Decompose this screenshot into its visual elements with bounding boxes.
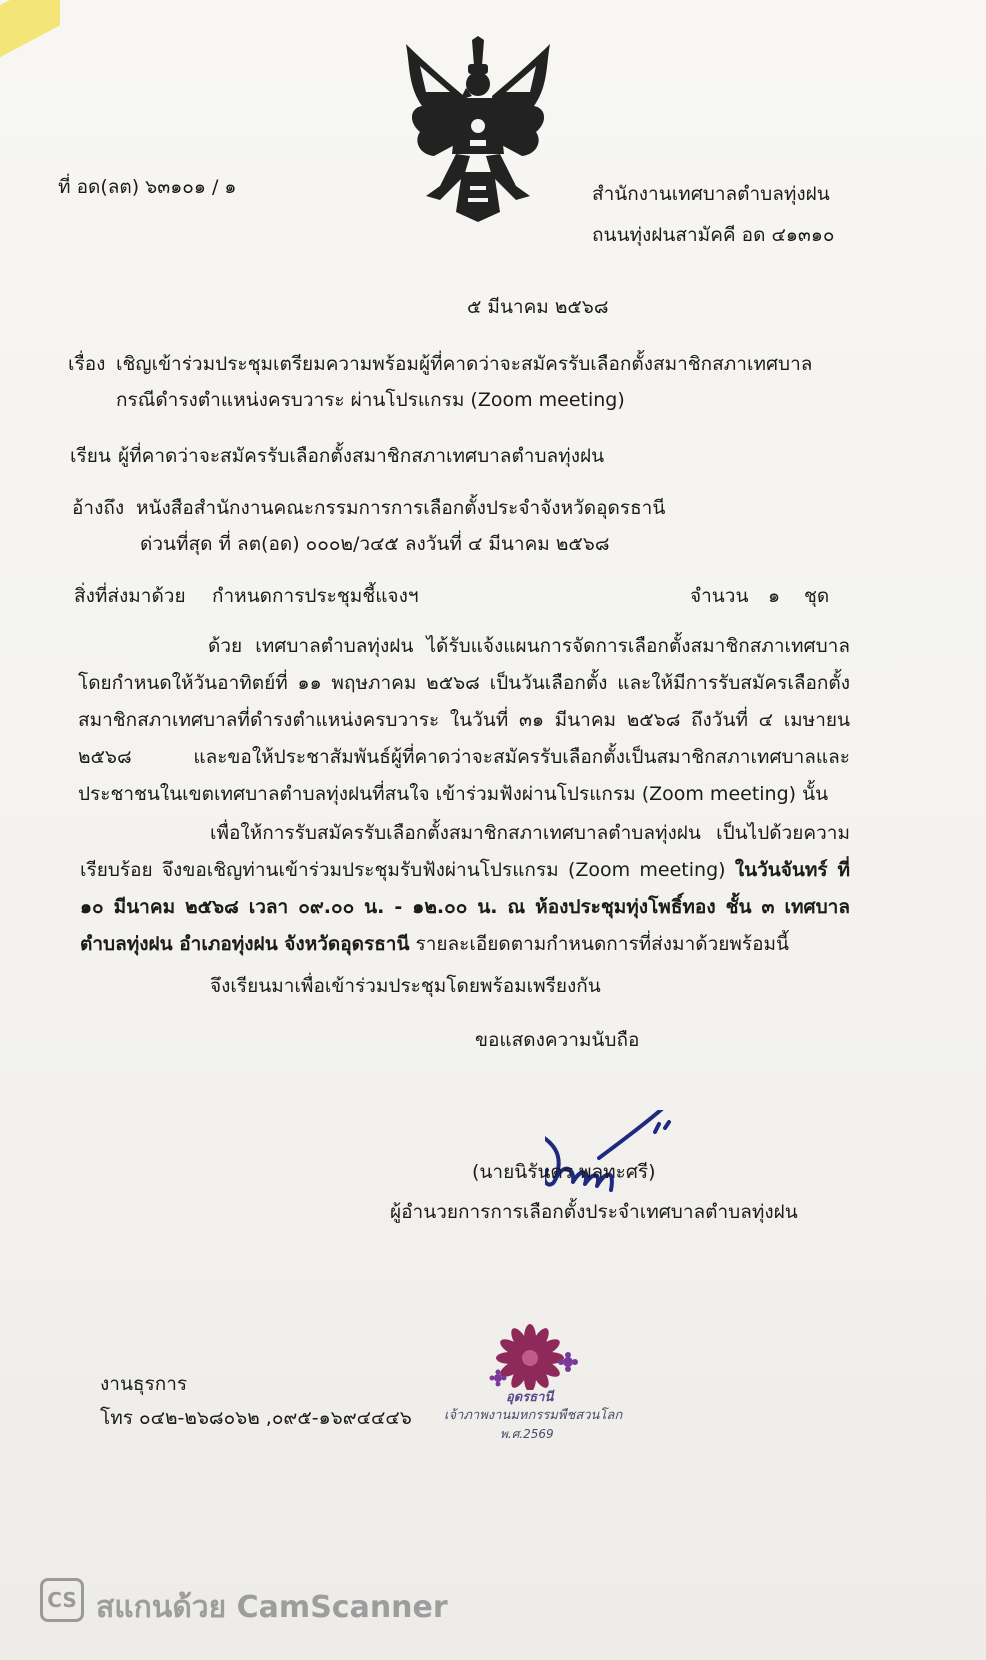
garuda-emblem-icon xyxy=(400,36,556,222)
camscanner-watermark: สแกนด้วย CamScanner xyxy=(96,1590,448,1625)
tape-strip xyxy=(0,0,60,63)
signer-name: (นายนิรันดร พลทะศรี) xyxy=(472,1161,656,1183)
body-paragraph-1: ด้วย เทศบาลตำบลทุ่งฝน ได้รับแจ้งแผนการจัดการเลือกตั้งสมาชิกสภาเทศบาล โดยกำหนดให้วันอาทิตย์ที่ ๑๑ พฤษภาคม ๒๕๖๘ เป็นวันเลือกตั้ง และให้มีการรับสมัครเลือกตั้งสมาชิกสภาเทศบาลที่ดำรงตำแหน่งครบวาระ ในวันที่ ๓๑ มีนาคม ๒๕๖๘ ถึงวันที่ ๔ เมษายน ๒๕๖๘ และขอให้ประชาสัมพันธ์ผู้ที่คาดว่าจะสมัครรับเลือกตั้งเป็นสมาชิกสภาเทศบาลและประชาชนในเขตเทศบาลตำบลทุ่งฝนที่สนใจ เข้าร่วมฟังผ่านโปรแกรม (Zoom meeting) นั้น xyxy=(78,635,850,805)
to-text: ผู้ที่คาดว่าจะสมัครรับเลือกตั้งสมาชิกสภาเทศบาลตำบลทุ่งฝน xyxy=(118,445,605,467)
office-name: สำนักงานเทศบาลตำบลทุ่งฝน xyxy=(592,183,830,205)
subject-label: เรื่อง xyxy=(68,353,106,375)
enclosure-qty-label: จำนวน xyxy=(690,585,749,607)
reference-label: อ้างถึง xyxy=(72,497,125,519)
logo-line-2: เจ้าภาพงานมหกรรมพืชสวนโลก xyxy=(444,1408,623,1423)
expo-logo xyxy=(444,1390,682,1510)
enclosure-unit: ชุด xyxy=(804,585,830,607)
flower-logo-icon xyxy=(462,1320,682,1390)
logo-line-1: อุดรธานี xyxy=(506,1390,554,1405)
meeting-datetime-venue: ในวันจันทร์ ที่ ๑๐ มีนาคม ๒๕๖๘ เวลา ๐๙.๐๐ น. - ๑๒.๐๐ น. ณ ห้องประชุมทุ่งโพธิ์ทอง ชั้น ๓ เทศบาลตำบลทุ่งฝน อำเภอทุ่งฝน จังหวัดอุดรธานี xyxy=(80,859,850,955)
to-label: เรียน xyxy=(70,445,111,467)
enclosure-label: สิ่งที่ส่งมาด้วย xyxy=(74,585,186,607)
contact-phone: โทร ๐๔๒-๒๖๘๐๖๒ ,๐๙๕-๑๖๙๔๔๔๖ xyxy=(100,1407,412,1429)
reference-line-1: หนังสือสำนักงานคณะกรรมการการเลือกตั้งประจำจังหวัดอุดรธานี xyxy=(136,497,666,519)
regards: ขอแสดงความนับถือ xyxy=(475,1029,640,1051)
camscanner-badge-icon: CS xyxy=(40,1578,84,1622)
subject-line-1: เชิญเข้าร่วมประชุมเตรียมความพร้อมผู้ที่คาดว่าจะสมัครรับเลือกตั้งสมาชิกสภาเทศบาล xyxy=(116,353,813,375)
subject-line-2: กรณีดำรงตำแหน่งครบวาระ ผ่านโปรแกรม (Zoom meeting) xyxy=(116,389,625,411)
paragraph-2-details: รายละเอียดตามกำหนดการที่ส่งมาด้วยพร้อมนี้ xyxy=(409,933,790,955)
letter-date: ๕ มีนาคม ๒๕๖๘ xyxy=(467,296,609,318)
reference-number: ที่ อด(ลต) ๖๓๑๐๑ / ๑ xyxy=(58,176,237,198)
closing-line: จึงเรียนมาเพื่อเข้าร่วมประชุมโดยพร้อมเพรียงกัน xyxy=(210,975,601,997)
enclosure-item: กำหนดการประชุมชี้แจงฯ xyxy=(212,585,419,607)
paragraph-2-intro: เพื่อให้การรับสมัครรับเลือกตั้งสมาชิกสภาเทศบาลตำบลทุ่งฝน เป็นไปด้วยความเรียบร้อย จึงขอเชิญท่านเข้าร่วมประชุมรับฟังผ่านโปรแกรม (Zoom meeting) xyxy=(80,822,850,881)
signer-position: ผู้อำนวยการการเลือกตั้งประจำเทศบาลตำบลทุ่งฝน xyxy=(390,1201,798,1223)
logo-line-3: พ.ศ.2569 xyxy=(500,1427,554,1441)
reference-line-2: ด่วนที่สุด ที่ ลต(อด) ๐๐๐๒/ว๔๕ ลงวันที่ ๔ มีนาคม ๒๕๖๘ xyxy=(140,533,610,555)
office-address: ถนนทุ่งฝนสามัคคี อด ๔๑๓๑๐ xyxy=(592,224,835,246)
enclosure-qty: ๑ xyxy=(768,585,781,607)
body-paragraph-2 xyxy=(80,815,850,963)
department-label: งานธุรการ xyxy=(100,1373,188,1395)
